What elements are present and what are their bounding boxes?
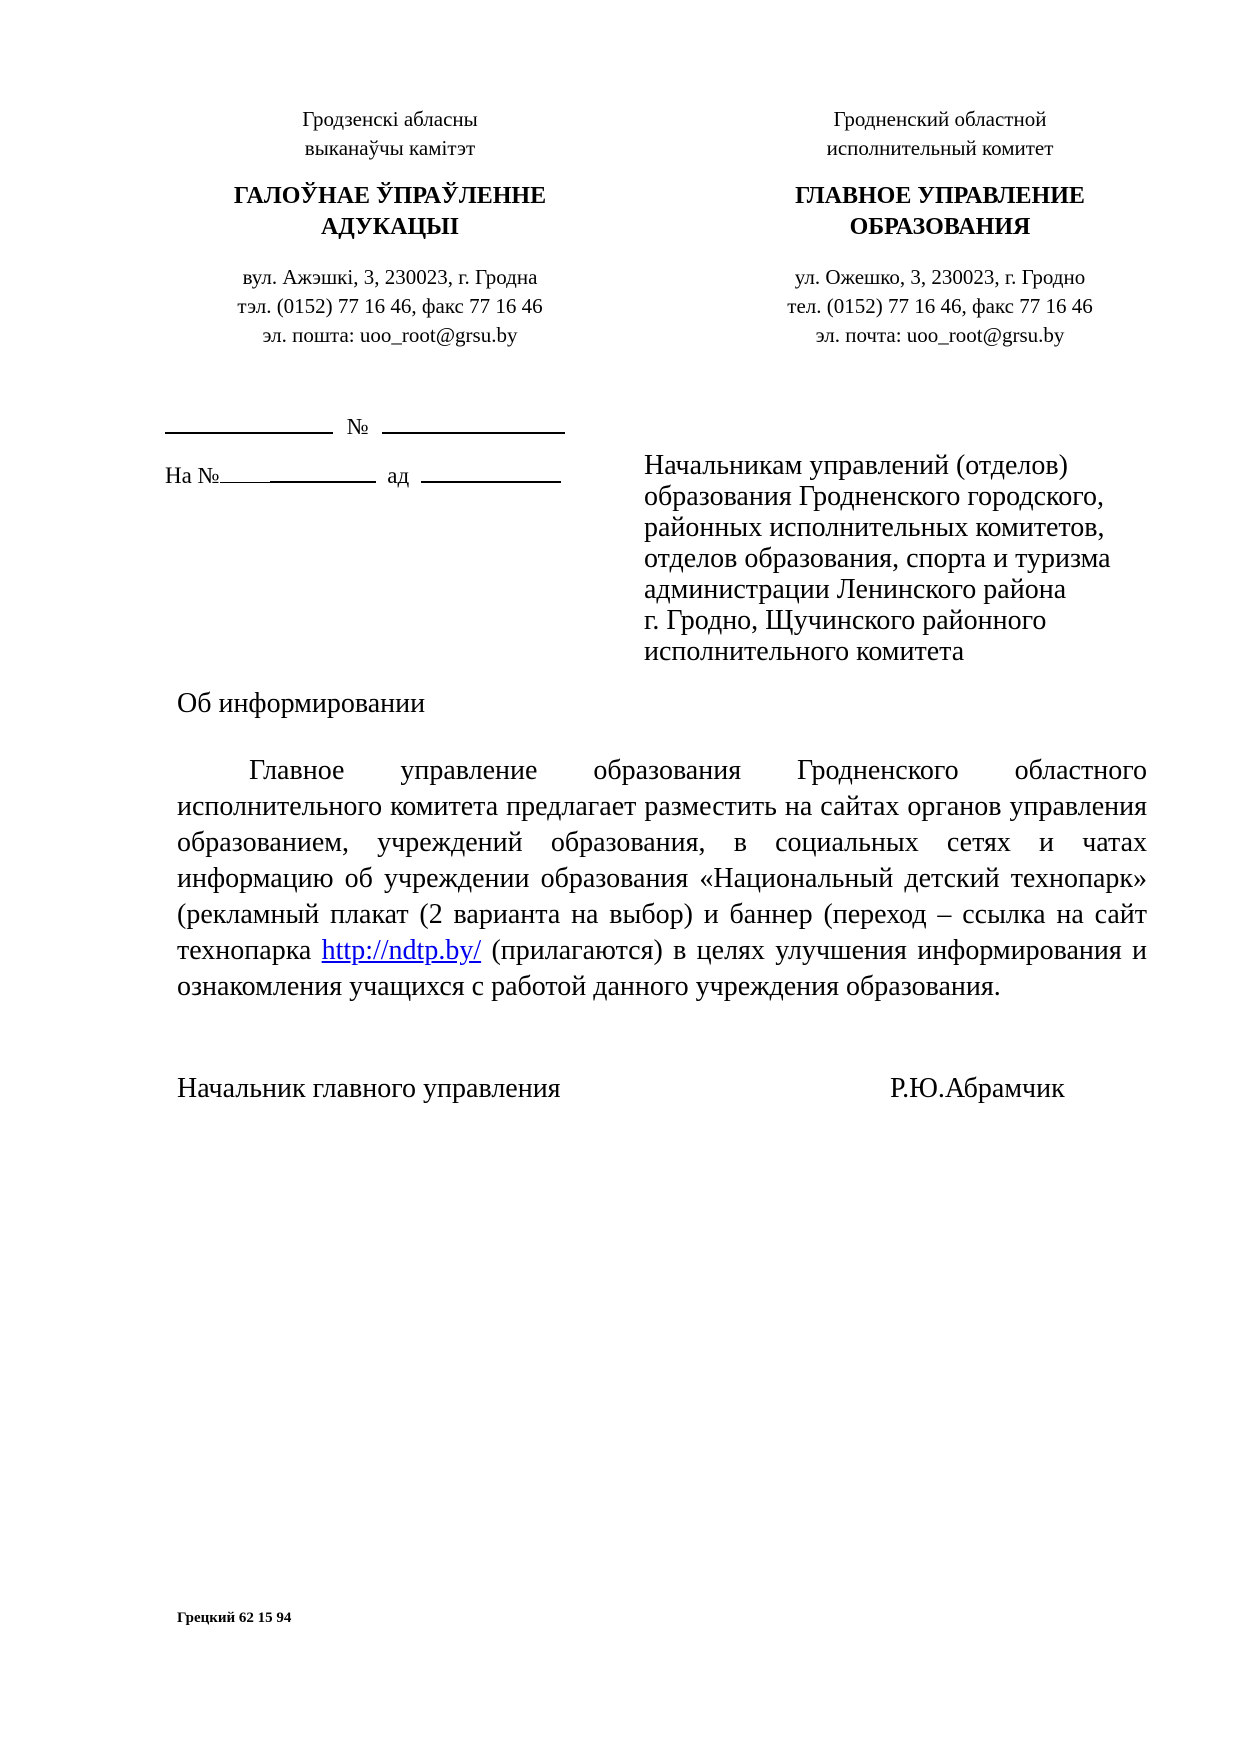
- addressee-line: администрации Ленинского района: [644, 574, 1067, 605]
- on-number-blank: [270, 461, 376, 483]
- from-date-blank: [421, 461, 561, 483]
- org-name-line1-ru: Гродненский областной: [833, 107, 1047, 131]
- executor-contact: Грецкий 62 15 94: [177, 1610, 292, 1626]
- body-text-end: (прилагаются) в целях улучшения информирования и ознакомления учащихся с работой данного учреждения образования.: [177, 935, 1148, 1002]
- addressee-line: Начальникам управлений (отделов): [644, 450, 1068, 481]
- subject: Об информировании: [177, 688, 426, 719]
- org-name-line2-ru: исполнительный комитет: [826, 136, 1054, 160]
- department-title2-ru: ОБРАЗОВАНИЯ: [849, 214, 1031, 240]
- incoming-number-line: [165, 461, 561, 491]
- on-number-label: На №: [165, 463, 220, 488]
- department-title1-be: ГАЛОЎНАЕ ЎПРАЎЛЕННЕ: [233, 183, 547, 209]
- address-ru: ул. Ожешко, 3, 230023, г. Гродно: [794, 265, 1086, 289]
- header-left: [150, 105, 630, 350]
- addressee-line: районных исполнительных комитетов,: [644, 512, 1105, 543]
- email-ru: эл. почта: uoo_root@grsu.by: [815, 323, 1065, 347]
- addressee-line: отделов образования, спорта и туризма: [644, 543, 1111, 574]
- body-paragraph: [177, 753, 1147, 1005]
- org-name-line1-be: Гродзенскі абласны: [302, 107, 478, 131]
- addressee-line: исполнительного комитета: [644, 636, 965, 667]
- signature-position: Начальник главного управления: [177, 1073, 561, 1104]
- number-blank: [382, 412, 565, 434]
- phone-be: тэл. (0152) 77 16 46, факс 77 16 46: [237, 294, 543, 318]
- from-label: ад: [387, 463, 410, 488]
- outgoing-number-line: [165, 412, 565, 442]
- addressee: [644, 450, 1164, 667]
- addressee-line: г. Гродно, Щучинского районного: [644, 605, 1047, 636]
- addressee-line: образования Гродненского городского,: [644, 481, 1104, 512]
- on-number-blank-thin: [220, 462, 270, 483]
- body-text-start: Главное управление образования Гродненского областного исполнительного комитета предлагает разместить на сайтах органов управления образованием, учреждений образования, в социальных сетях и чатах информацию об учреждении образования «Национальный детский технопарк» (рекламный плакат (2 варианта на выбор) и баннер (переход – ссылка на сайт технопарка: [177, 755, 1147, 966]
- phone-ru: тел. (0152) 77 16 46, факс 77 16 46: [787, 294, 1093, 318]
- department-title1-ru: ГЛАВНОЕ УПРАВЛЕНИЕ: [795, 183, 1085, 209]
- date-blank: [165, 412, 333, 434]
- technopark-link[interactable]: http://ndtp.by/: [321, 935, 482, 966]
- org-name-line2-be: выканаўчы камітэт: [304, 136, 476, 160]
- address-be: вул. Ажэшкі, 3, 230023, г. Гродна: [242, 265, 538, 289]
- number-sign: №: [346, 414, 369, 439]
- signature-name: Р.Ю.Абрамчик: [890, 1073, 1065, 1104]
- department-title2-be: АДУКАЦЫІ: [320, 214, 460, 240]
- header-right: [700, 105, 1180, 350]
- email-be: эл. пошта: uoo_root@grsu.by: [262, 323, 518, 347]
